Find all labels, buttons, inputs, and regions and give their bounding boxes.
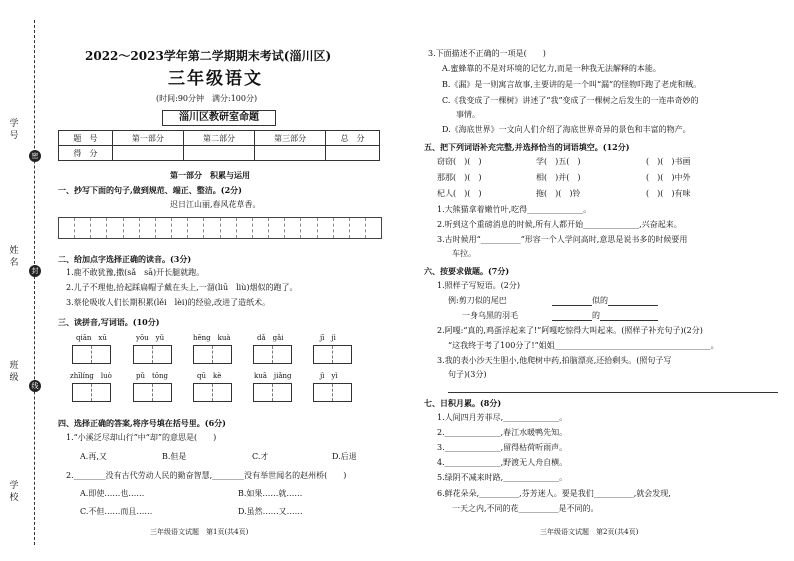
q2-item-3: 3.蔡伦吸收人们长期积累(lěi lèi)的经验,改进了造纸术。 <box>66 298 271 307</box>
q5-fill-3-cont: 车拉。 <box>452 249 476 258</box>
seal-feng: 封 <box>29 265 41 277</box>
q4-question-1: 1.“小溪泛尽却山行”中“却”的意思是( ) <box>66 433 217 442</box>
seal-xian: 线 <box>29 380 41 392</box>
pinyin-label: pǔ tōng <box>136 372 169 380</box>
score-table <box>58 130 380 161</box>
q6-example-2: 一身乌黑的羽毛 <box>462 311 518 320</box>
q6-title: 六、按要求做题。(7分) <box>424 266 510 276</box>
q4-q3-option[interactable]: C.《我变成了一棵树》讲述了“我”变成了一棵树之后发生的一连串奇妙的 <box>442 96 699 105</box>
q7-line[interactable]: 3.______________,留得枯荷听雨声。 <box>437 443 568 452</box>
binding-line <box>34 20 35 545</box>
score-input[interactable] <box>326 146 380 161</box>
pinyin-label: qiān xū <box>76 334 107 342</box>
committee-box: 淄川区教研室命题 <box>162 110 276 126</box>
q3-title: 三、读拼音,写词语。(10分) <box>58 317 160 327</box>
score-input[interactable] <box>255 146 326 161</box>
pinyin-label: yōu yǔ <box>136 334 165 342</box>
pinyin-label: dǎ gǎi <box>257 334 284 342</box>
answer-box[interactable] <box>193 383 232 402</box>
q2-item-1: 1.鹿不敢犹豫,撒(sǎ sā)开长腿就跑。 <box>66 268 205 277</box>
exam-title: 2022～2023学年第二学期期末考试(淄川区) <box>85 49 332 63</box>
q6-item-3: 3.我的表小沙天生胆小,他爬树中药,拍脑漂亮,还拾剩头。(照句子写 <box>437 356 672 365</box>
answer-box[interactable] <box>313 345 352 364</box>
score-input[interactable] <box>183 146 254 161</box>
q7-line[interactable]: 2.______________,春江水暖鸭先知。 <box>437 428 568 437</box>
q4-option[interactable]: C.不但……而且…… <box>80 507 153 516</box>
q4-title: 四、选择正确的答案,将序号填在括号里。(6分) <box>58 418 226 428</box>
q4-option[interactable]: B.如果……就…… <box>238 489 303 498</box>
score-input[interactable] <box>112 146 183 161</box>
answer-box[interactable] <box>133 345 172 364</box>
q6-item-2-answer[interactable]: “这我终于考了100分了!”姐姐_______________________________________。 <box>448 341 719 350</box>
q4-question-3: 3.下面描述不正确的一项是( ) <box>428 49 546 58</box>
idiom-blank[interactable]: 学( )五( ) <box>536 157 581 166</box>
footer-right: 三年级语文试题 第2页(共4页) <box>540 528 639 536</box>
answer-box[interactable] <box>193 345 232 364</box>
q5-fill-3[interactable]: 3.古时候用“__________”形容一个人学问高时,意思是说书多的时候要用 <box>437 235 688 244</box>
pinyin-label: jī jì <box>320 334 336 342</box>
q6-item-1: 1.照样子写短语。(2分) <box>437 281 520 290</box>
idiom-blank[interactable]: 窃窃( )( ) <box>437 157 482 166</box>
answer-box[interactable] <box>133 383 172 402</box>
answer-box[interactable] <box>253 345 292 364</box>
q4-option[interactable]: B.但是 <box>162 452 187 461</box>
idiom-blank[interactable]: ( )( )中外 <box>646 173 691 182</box>
idiom-blank[interactable]: ( )( )书画 <box>646 157 691 166</box>
q2-title: 二、给加点字选择正确的读音。(3分) <box>58 254 192 264</box>
q6-item-2: 2.阿嘎:“真的,鸡蛋浮起来了!”阿嘎吃惊得大叫起来。(照样子补充句子)(2分) <box>437 326 703 335</box>
q7-line[interactable]: 5.绿阴不减来时路,______________。 <box>437 473 568 482</box>
q4-q3-option[interactable]: D.《海底世界》一文向人们介绍了海底世界奇异的景色和丰富的物产。 <box>442 125 691 134</box>
margin-label-student-id: 学号 <box>9 119 19 141</box>
q4-option[interactable]: D.虽然……又…… <box>238 507 303 516</box>
q6-example: 例:剪刀似的尾巴 <box>448 296 507 305</box>
q4-q3-option[interactable]: B.《漏》是一则寓言故事,主要讲的是一个叫“漏”的怪物吓跑了老虎和贼。 <box>442 80 702 89</box>
score-header-cell: 第一部分 <box>112 131 183 146</box>
margin-label-school: 学校 <box>9 481 19 503</box>
q4-q3-option[interactable]: A.蜜蜂靠的不是对环境的记忆力,而是一种我无法解释的本能。 <box>442 64 661 73</box>
part1-title: 第一部分 积累与运用 <box>170 170 250 180</box>
q7-line[interactable]: 1.人间四月芳菲尽,______________。 <box>437 413 568 422</box>
pinyin-label: kuā jiǎng <box>254 372 292 380</box>
idiom-blank[interactable]: 拖( )( )铃 <box>536 189 581 198</box>
answer-box[interactable] <box>72 345 111 364</box>
q4-q3-option-cont: 事情。 <box>456 110 480 119</box>
q5-fill-2[interactable]: 2.听到这个重磅消息的时候,所有人都开始______________,兴奋起来。 <box>437 220 682 229</box>
q6-answer-1[interactable]: 似的 <box>552 296 658 306</box>
idiom-blank[interactable]: ( )( )有味 <box>646 189 691 198</box>
q4-option[interactable]: A.即使……也…… <box>80 489 145 498</box>
score-header-cell: 总 分 <box>326 131 380 146</box>
q5-title: 五、把下列词语补充完整,并选择恰当的词语填空。(12分) <box>424 142 630 152</box>
q7-line[interactable]: 6.鲜花朵朵,__________,芬芳迷人。要是我们__________,就会发现, <box>437 489 671 498</box>
score-header-cell: 题 号 <box>59 131 113 146</box>
score-header-cell: 第二部分 <box>183 131 254 146</box>
footer-left: 三年级语文试题 第1页(共4页) <box>150 528 249 536</box>
score-header-cell: 第三部分 <box>255 131 326 146</box>
idiom-blank[interactable]: 那那( )( ) <box>437 173 482 182</box>
answer-box[interactable] <box>72 383 111 402</box>
time-info: (时间:90分钟 满分:100分) <box>156 94 258 103</box>
subject-title: 三年级语文 <box>168 69 263 89</box>
answer-box[interactable] <box>253 383 292 402</box>
pinyin-label: qū kè <box>197 372 222 380</box>
answer-box[interactable] <box>313 383 352 402</box>
pinyin-label: jì yì <box>320 372 338 380</box>
q1-title: 一、抄写下面的句子,做到规范、端正、整洁。(2分) <box>58 185 242 195</box>
q1-sentence: 迟日江山丽,春风花草香。 <box>170 200 261 209</box>
q6-answer-2[interactable]: 的 <box>552 311 658 321</box>
q7-line-cont[interactable]: 一天之内,不同的花__________是不同的。 <box>452 504 599 513</box>
q4-option[interactable]: D.后退 <box>332 452 357 461</box>
copy-grid[interactable] <box>58 217 382 239</box>
margin-label-class: 班级 <box>9 361 19 383</box>
idiom-blank[interactable]: 杞人( )( ) <box>437 189 482 198</box>
q4-option[interactable]: C.才 <box>252 452 269 461</box>
score-row-label: 得 分 <box>59 146 113 161</box>
margin-label-name: 姓名 <box>9 246 19 268</box>
pinyin-label: zhīlíng luò <box>70 372 112 380</box>
q2-item-2: 2.儿子不理他,拾起踩扁帽子戴在头上,一溜(liū liù)烟似的跑了。 <box>66 283 298 292</box>
q7-title: 七、日积月累。(8分) <box>424 398 502 408</box>
q6-item-3-cont: 句子)(3分) <box>448 370 487 379</box>
answer-line[interactable] <box>448 392 778 393</box>
q7-line[interactable]: 4.______________,野渡无人舟自横。 <box>437 458 568 467</box>
idiom-blank[interactable]: 相( )并( ) <box>536 173 581 182</box>
q4-question-2: 2.________没有古代劳动人民的勤奋智慧,________没有举世闻名的赵州桥( ) <box>66 471 347 480</box>
seal-mi: 密 <box>29 150 41 162</box>
pinyin-label: hēng kuà <box>193 334 231 342</box>
q4-option[interactable]: A.再,又 <box>80 452 107 461</box>
q5-fill-1[interactable]: 1.大熊猫拿着嫩竹叶,吃得______________。 <box>437 205 592 214</box>
